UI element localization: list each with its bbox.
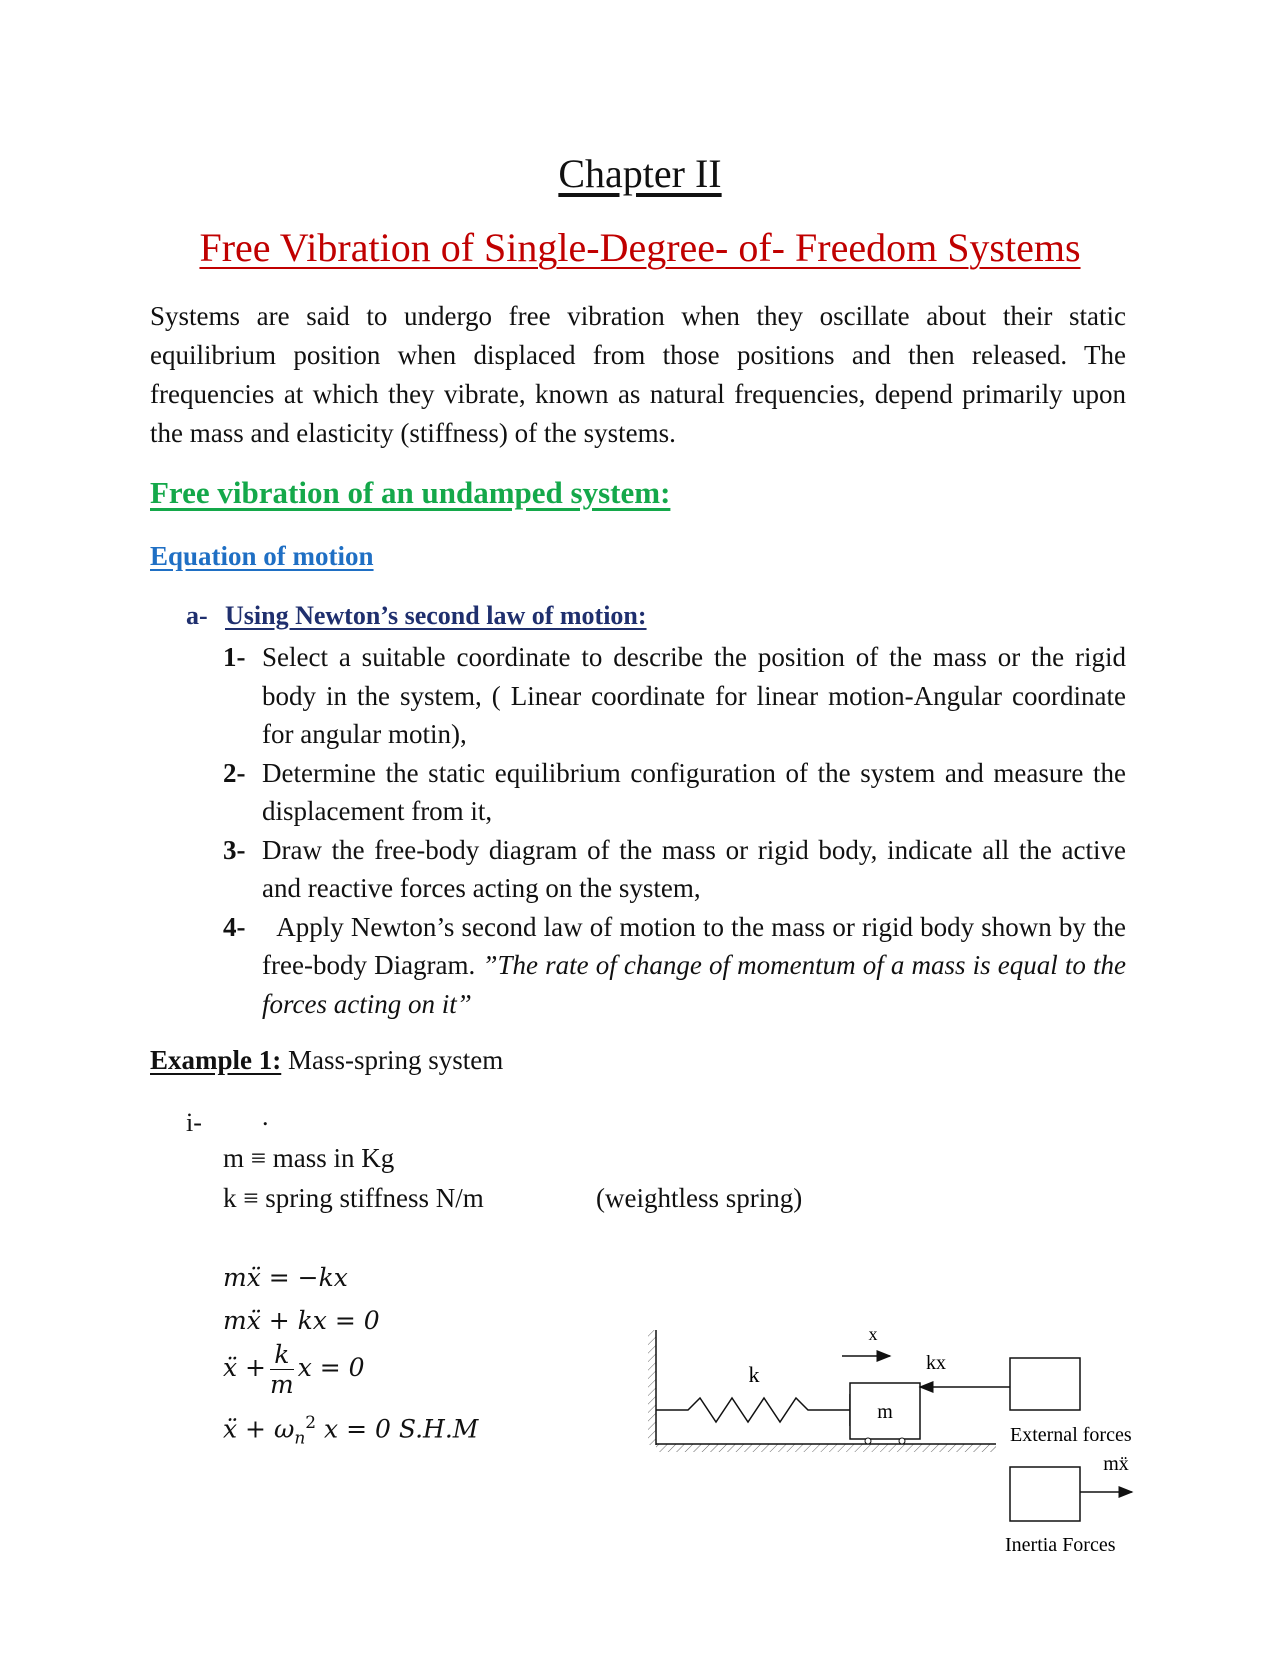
- wall-hatch: [648, 1330, 656, 1445]
- example-label: Example 1:: [150, 1045, 282, 1075]
- displacement-label: x: [868, 1324, 878, 1344]
- steps-list: [223, 638, 1126, 1023]
- list-item: [223, 754, 1126, 831]
- step-text: Determine the static equilibrium configuration of the system and measure the displacement from it,: [262, 757, 1126, 826]
- item-dot: .: [262, 1102, 269, 1131]
- spring-label: k: [748, 1362, 760, 1387]
- method-text: Using Newton’s second law of motion:: [225, 601, 647, 630]
- fbd-inertia-block: [1010, 1467, 1080, 1521]
- step-number: 2-: [223, 757, 246, 788]
- list-item: [223, 908, 1126, 1024]
- chapter-title: Free Vibration of Single-Degree- of- Freedom Systems: [199, 225, 1081, 270]
- method-label: a-: [186, 601, 208, 630]
- list-item: [223, 638, 1126, 754]
- definition-mass: m ≡ mass in Kg: [223, 1143, 395, 1173]
- equation-2: mẍ + kx = 0: [223, 1306, 380, 1335]
- equation-4: ẍ + $\omega_n^2$ x = 0 S.H.M: [223, 1413, 479, 1449]
- inertia-label: mẍ: [1103, 1453, 1129, 1475]
- intro-paragraph: Systems are said to undergo free vibration when they oscillate about their static equilibrium position when displaced from those positions and then released. The frequencies at which they vibrate, known as natural frequencies, depend primarily upon the mass and elasticity (stiffness) of the systems.: [150, 301, 1126, 448]
- newton-quote: ”The rate of change of momentum of a mass is equal to the forces acting on it”: [262, 950, 1127, 1019]
- equation-3: ẍ + $\frac{k}{m}$ x = 0: [223, 1340, 365, 1399]
- spring: [656, 1398, 850, 1422]
- step-number: 4-: [223, 911, 246, 942]
- item-label: i-: [186, 1108, 202, 1137]
- definition-note: (weightless spring): [596, 1183, 803, 1213]
- inertia-forces-label: Inertia Forces: [1005, 1534, 1116, 1556]
- subsection-heading: Equation of motion: [150, 541, 374, 571]
- external-forces-label: External forces: [1010, 1424, 1132, 1446]
- fbd-external-block: [1010, 1358, 1080, 1410]
- ground-hatch: [656, 1444, 996, 1452]
- mass-label: m: [877, 1401, 893, 1423]
- wheel: [899, 1438, 905, 1444]
- chapter-heading: Chapter II: [558, 151, 722, 196]
- fraction-k-over-m: $\frac{k}{m}$: [270, 1340, 294, 1399]
- section-heading: Free vibration of an undamped system:: [150, 475, 671, 510]
- step-number: 1-: [223, 642, 246, 672]
- spring-force-label: kx: [926, 1352, 946, 1374]
- equation-1: mẍ = −kx: [223, 1263, 348, 1292]
- list-item: [223, 831, 1126, 908]
- mass-spring-diagram: [640, 1310, 1180, 1580]
- definition-stiffness: k ≡ spring stiffness N/m: [223, 1183, 484, 1213]
- method-heading: [186, 601, 647, 631]
- step-text: Select a suitable coordinate to describe the position of the mass or the rigid body in the system, ( Linear coordinate for linear motion-Angular coordinate for angular motin),: [262, 642, 1126, 749]
- example-text: Mass-spring system: [288, 1045, 504, 1075]
- step-number: 3-: [223, 834, 246, 865]
- wheel: [865, 1438, 871, 1444]
- example-heading: [150, 1045, 503, 1076]
- step-text: Draw the free-body diagram of the mass or rigid body, indicate all the active and reactive forces acting on the system,: [262, 834, 1126, 903]
- step-text: Apply Newton’s second law of motion to the mass or rigid body shown by the free-body Diagram.: [262, 911, 1126, 980]
